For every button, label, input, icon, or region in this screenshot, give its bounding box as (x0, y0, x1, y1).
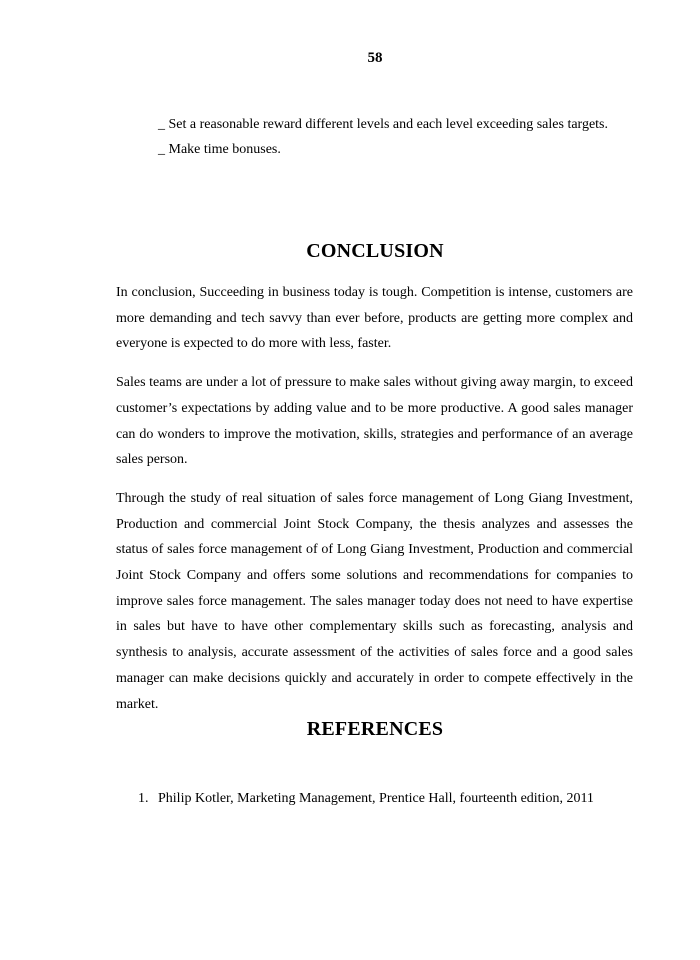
conclusion-heading: CONCLUSION (306, 240, 444, 262)
conclusion-paragraph: In conclusion, Succeeding in business today is tough. Competition is intense, customers are more demanding and tech savvy than ever before, products are getting more complex and everyone is expected to do more with less, faster. (116, 285, 633, 352)
conclusion-body (116, 280, 633, 730)
references-heading: REFERENCES (306, 718, 444, 740)
conclusion-paragraph: Through the study of real situation of sales force management of Long Giang Investment, Production and commercial Joint Stock Company, the thesis analyzes and assesses the status of sales force management of of Long Giang Investment, Production and commercial Joint Stock Company and offers some solutions and recommendations for companies to improve sales force management. The sales manager today does not need to have expertise in sales but have to have other complementary skills such as forecasting, analysis and synthesis to analysis, accurate assessment of the activities of sales force and a good sales manager can make decisions quickly and accurately in order to compete effectively in the market. (116, 490, 633, 712)
conclusion-paragraph: Sales teams are under a lot of pressure to make sales without giving away margin, to exceed customer’s expectations by adding value and to be more productive. A good sales manager can do wonders to improve the motivation, skills, strategies and performance of an average sales person. (116, 375, 633, 468)
bullet-list (116, 112, 633, 162)
reference-number: 1. (138, 791, 149, 806)
reference-text: Philip Kotler, Marketing Management, Prentice Hall, fourteenth edition, 2011 (158, 791, 594, 806)
page-number: 58 (367, 50, 383, 66)
reference-item (138, 786, 618, 811)
bullet-item: _ Set a reasonable reward different levels and each level exceeding sales targets. (158, 117, 609, 132)
bullet-item: _ Make time bonuses. (158, 142, 281, 157)
references-list (138, 786, 618, 811)
